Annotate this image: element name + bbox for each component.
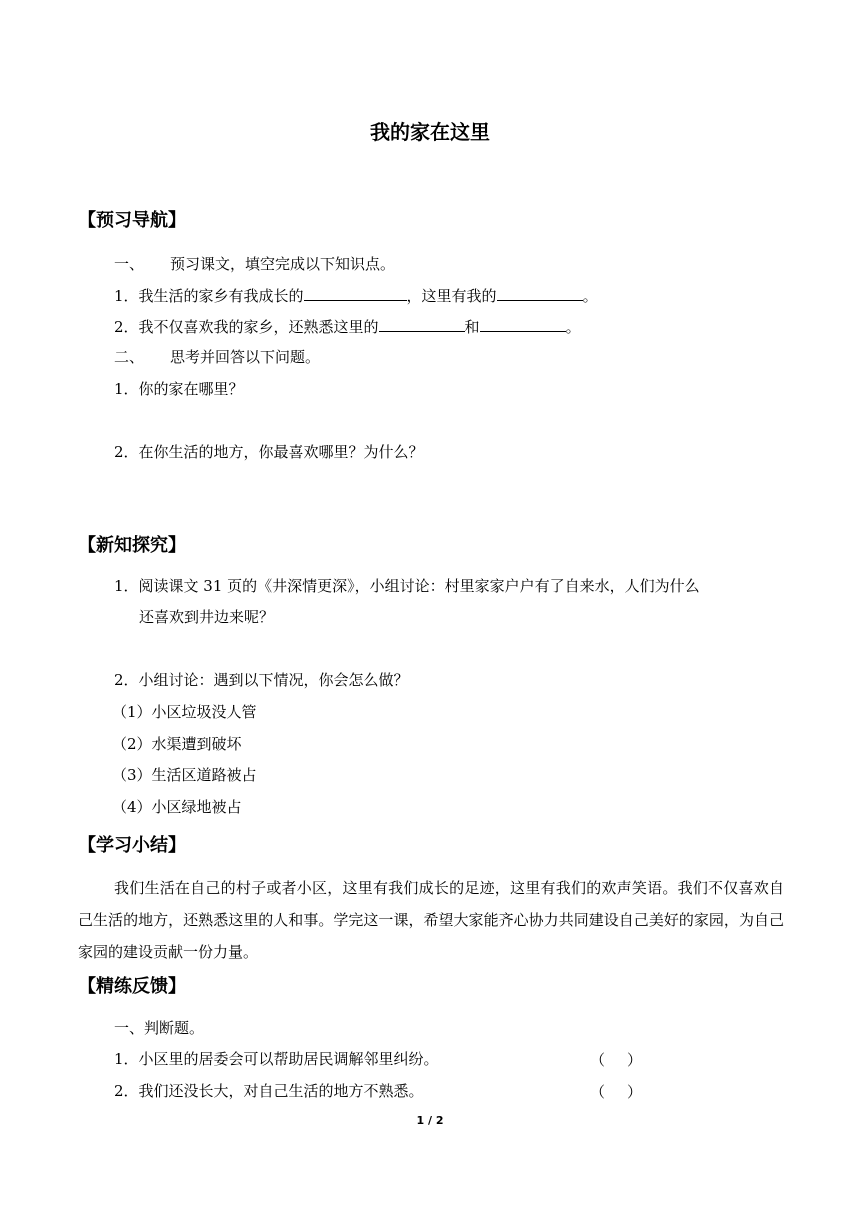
section-heading-summary: 【学习小结】 [78, 835, 186, 856]
question-text: 1．阅读课文 31 页的《井深情更深》，小组讨论：村里家家户户有了自来水，人们为什么 [114, 577, 700, 595]
part-label: 二、 [114, 348, 145, 366]
answer-blank[interactable] [497, 285, 583, 301]
section-heading-preview: 【预习导航】 [78, 210, 186, 231]
list-item: （3）生活区道路被占 [112, 766, 257, 784]
question-text: 1．我生活的家乡有我成长的 [114, 287, 304, 305]
part-text: 一、判断题。 [114, 1019, 205, 1037]
question-text: 和 [464, 318, 480, 336]
fill-question-2 [114, 316, 581, 337]
answer-slot[interactable] [605, 1081, 627, 1101]
list-item: （1）小区垃圾没人管 [112, 703, 257, 721]
question-text: ，这里有我的 [406, 287, 497, 305]
answer-blank[interactable] [480, 316, 566, 332]
question-text: 还喜欢到井边来呢？ [139, 608, 275, 626]
answer-blank[interactable] [379, 316, 465, 332]
section-heading-practice: 【精练反馈】 [78, 976, 186, 997]
answer-blank[interactable] [304, 285, 407, 301]
list-item: （2）水渠遭到破坏 [112, 735, 242, 753]
answer-slot[interactable] [605, 1049, 627, 1069]
summary-paragraph: 我们生活在自己的村子或者小区，这里有我们成长的足迹，这里有我们的欢声笑语。我们不仅喜欢自己生活的地方，还熟悉这里的人和事。学完这一课，希望大家能齐心协力共同建设自己美好的家园，为自己家园的建设贡献一份力量。 [78, 879, 784, 961]
question-text: 1．你的家在哪里？ [114, 380, 244, 398]
question-text: 2．我不仅喜欢我的家乡，还熟悉这里的 [114, 318, 379, 336]
page-number: 1 / 2 [416, 1114, 444, 1127]
paren-left: （ [590, 1051, 606, 1069]
fill-question-1 [114, 285, 598, 306]
section-heading-explore: 【新知探究】 [78, 535, 186, 556]
list-item: （4）小区绿地被占 [112, 798, 242, 816]
question-text: 。 [582, 287, 598, 305]
page-title: 我的家在这里 [370, 120, 490, 144]
question-text: 2．小组讨论：遇到以下情况，你会怎么做？ [114, 671, 409, 689]
question-text: 。 [565, 318, 581, 336]
question-text: 2．在你生活的地方，你最喜欢哪里？为什么？ [114, 443, 424, 461]
paren-right: ） [627, 1083, 643, 1101]
judge-question: 2．我们还没长大，对自己生活的地方不熟悉。 [114, 1082, 424, 1100]
part-text: 思考并回答以下问题。 [170, 348, 321, 366]
paren-right: ） [627, 1051, 643, 1069]
judge-question: 1．小区里的居委会可以帮助居民调解邻里纠纷。 [114, 1050, 439, 1068]
part-text: 预习课文，填空完成以下知识点。 [170, 255, 396, 273]
part-label: 一、 [114, 255, 145, 273]
paren-left: （ [590, 1083, 606, 1101]
